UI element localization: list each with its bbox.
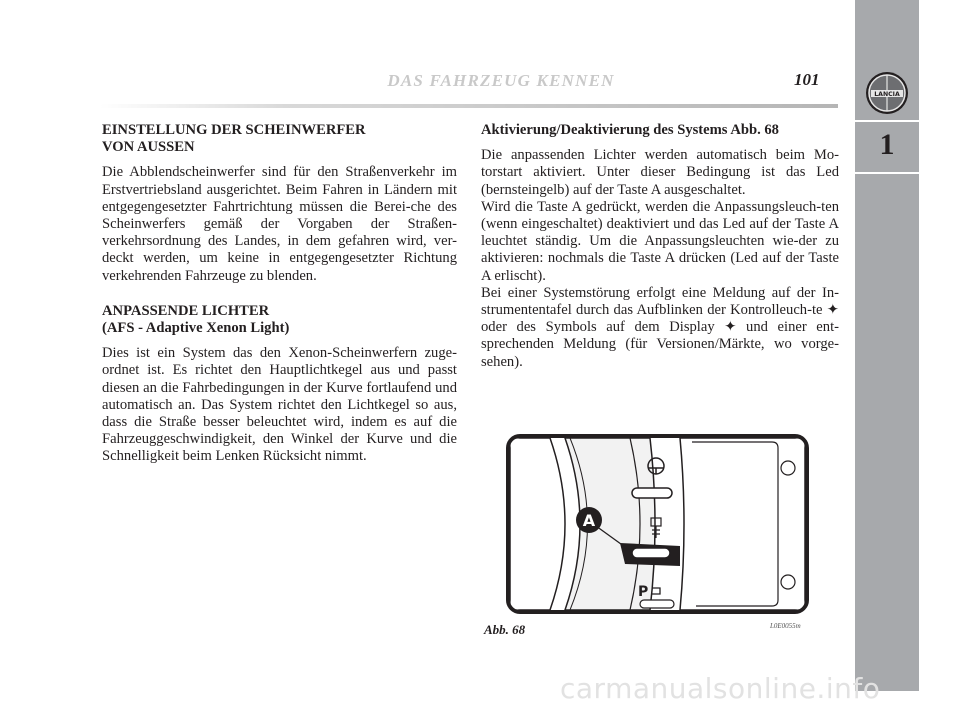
callout-label: A bbox=[582, 511, 596, 530]
footer-watermark: carmanualsonline.info bbox=[560, 672, 881, 705]
paragraph: Die anpassenden Lichter werden automatisch beim Mo-torstart aktiviert. Unter dieser Bedingung ist das Led (bernsteingelb) auf der Taste A ausgeschaltet. bbox=[481, 147, 839, 198]
header-rule bbox=[100, 104, 838, 108]
tab-separator bbox=[855, 172, 919, 174]
right-column bbox=[481, 122, 839, 371]
lancia-logo-icon bbox=[864, 70, 910, 116]
section-body: Dies ist ein System das den Xenon-Scheinwerfern zuge-ordnet ist. Es richtet den Hauptlichtkegel aus und passt diesen an die Fahrbedingungen in der Kurve fortlaufend und automatisch an. Das System richtet den Lichtkegel so aus, dass die Straße besser beleuchtet wird, indem es auf die Fahrzeuggeschwindigkeit, den Winkel der Kurve und die Schnelligkeit beim Lenken Rücksicht nimmt. bbox=[102, 345, 457, 465]
section-heading: EINSTELLUNG DER SCHEINWERFER VON AUSSEN bbox=[102, 122, 366, 156]
svg-text:P: P bbox=[638, 584, 649, 600]
chapter-number: 1 bbox=[879, 128, 895, 161]
figure-code: L0E0055m bbox=[770, 622, 801, 630]
paragraph: Wird die Taste A gedrückt, werden die Anpassungsleuch-ten (wenn eingeschaltet) deaktiviert und das Led auf der Taste A leuchtet ständig. Um die Anpassungsleuchten wie-der zu aktivieren: nochmals die Taste A drücken (Led auf der Taste A erlischt). bbox=[481, 198, 839, 284]
page-number: 101 bbox=[794, 70, 820, 89]
section-heading: Aktivierung/Deaktivierung des Systems Abb. 68 bbox=[481, 122, 779, 138]
afs-button[interactable] bbox=[620, 543, 680, 566]
figure-afs-button bbox=[506, 434, 809, 614]
left-column bbox=[102, 122, 457, 484]
section-body: Die Abblendscheinwerfer sind für den Straßenverkehr im Erstvertriebsland ausgerichtet. Beim Fahren in Ländern mit entgegengesetzter Fahrtrichtung müssen die Berei-che des Scheinwerfers gemäß der Vorgaben der Straßen-verkehrsordnung des Landes, in dem gefahren wird, ver-deckt werden, um keine in entgegengesetzter Richtung verkehrenden Fahrzeuge zu blenden. bbox=[102, 164, 457, 284]
tab-separator bbox=[855, 120, 919, 122]
dashboard-illustration bbox=[510, 438, 805, 610]
paragraph: Bei einer Systemstörung erfolgt eine Meldung auf der In-strumententafel durch das Aufblinken der Kontrolleuch-te ✦ oder des Symbols auf dem Display ✦ und einer ent-sprechenden Meldung (für Versionen/Märkte, wo vorge-sehen). bbox=[481, 284, 839, 370]
section-heading: ANPASSENDE LICHTER (AFS - Adaptive Xenon Light) bbox=[102, 302, 290, 337]
logo-text: LANCIA bbox=[874, 90, 900, 98]
running-header-title: DAS FAHRZEUG KENNEN bbox=[387, 71, 615, 90]
figure-caption: Abb. 68 bbox=[484, 622, 526, 637]
